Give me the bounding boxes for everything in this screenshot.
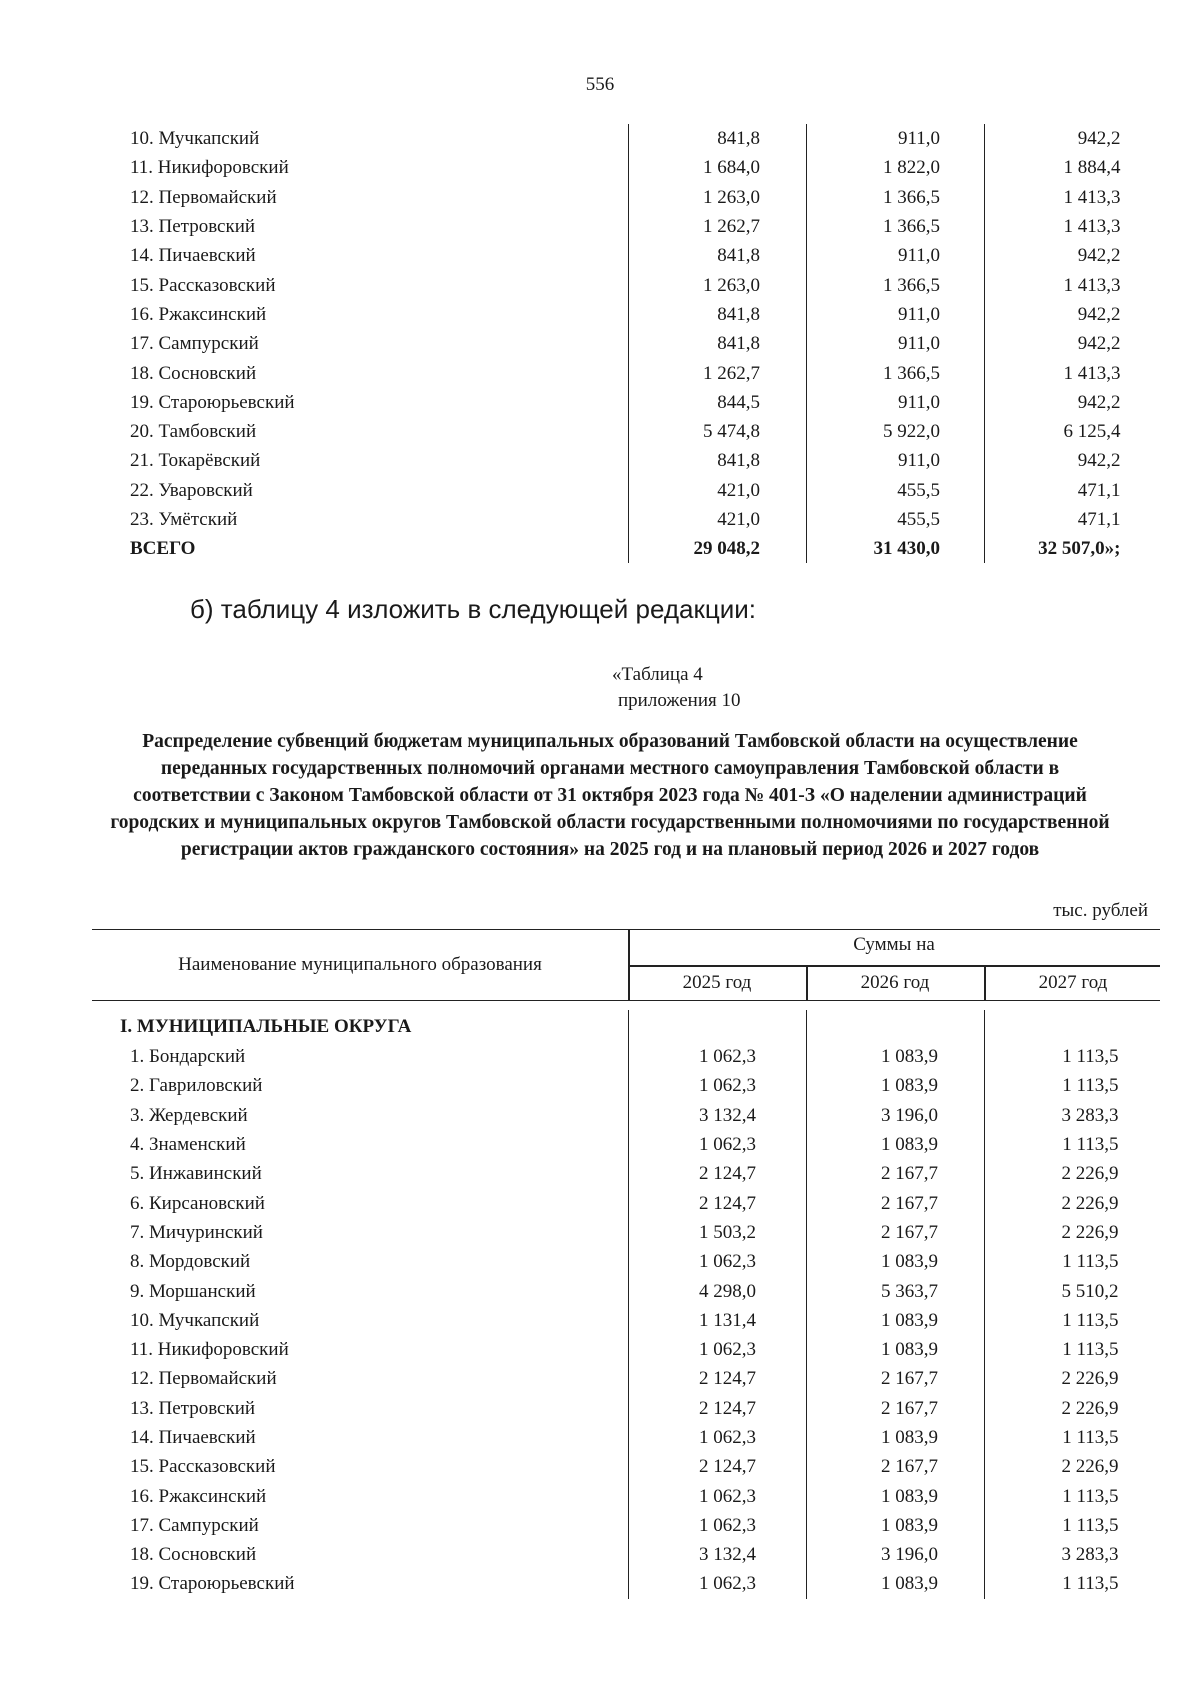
value-2027: 942,2 [985, 241, 1163, 270]
row-name: 6. Кирсановский [130, 1192, 265, 1214]
value-2025: 1 131,4 [629, 1306, 807, 1335]
value-2026: 1 083,9 [807, 1042, 985, 1071]
value-2025: 421,0 [629, 505, 807, 534]
table-row [92, 1188, 1163, 1217]
value-2025: 844,5 [629, 388, 807, 417]
value-2026: 1 083,9 [807, 1306, 985, 1335]
value-2026: 1 366,5 [807, 358, 985, 387]
value-2027: 942,2 [985, 300, 1163, 329]
row-name: 10. Мучкапский [130, 1309, 260, 1331]
value-2027: 471,1 [985, 476, 1163, 505]
table-row [92, 1042, 1163, 1071]
value-2027: 32 507,0»; [985, 534, 1163, 563]
row-name: 17. Сампурский [130, 333, 259, 355]
row-name: 11. Никифоровский [130, 1339, 289, 1361]
value-2027: 1 113,5 [985, 1247, 1163, 1276]
value-2026: 1 083,9 [807, 1569, 985, 1598]
value-2025: 1 062,3 [629, 1511, 807, 1540]
value-2027: 1 413,3 [985, 212, 1163, 241]
table-row [92, 1540, 1163, 1569]
document-title: Распределение субвенций бюджетам муниципальных образований Тамбовской области на осуществление переданных государственных полномочий органами местного самоуправления Тамбовской области в соответствии с Законом Тамбовской области от 31 октября 2023 года № 401-З «О наделении администраций городских и муниципальных округов Тамбовской области государственными полномочиями по государственной регистрации актов гражданского состояния» на 2025 год и на плановый период 2026 и 2027 годов [110, 731, 1110, 860]
row-name: 8. Мордовский [130, 1251, 251, 1273]
value-2027: 3 283,3 [985, 1540, 1163, 1569]
value-2025: 1 062,3 [629, 1335, 807, 1364]
value-2025: 2 124,7 [629, 1394, 807, 1423]
row-name: 18. Сосновский [130, 362, 257, 384]
table-row [92, 1101, 1163, 1130]
row-name: 4. Знаменский [130, 1134, 246, 1156]
value-2026: 2 167,7 [807, 1188, 985, 1217]
value-2025: 29 048,2 [629, 534, 807, 563]
row-name: 16. Ржаксинский [130, 1485, 267, 1507]
value-2027: 942,2 [985, 329, 1163, 358]
row-name: 22. Уваровский [130, 479, 253, 501]
value-2027: 942,2 [985, 388, 1163, 417]
table-caption-line2: приложения 10 [618, 690, 741, 711]
value-2025: 1 263,0 [629, 183, 807, 212]
header-2027: 2027 год [1038, 972, 1108, 993]
value-2025: 1 684,0 [629, 153, 807, 182]
value-2027: 942,2 [985, 124, 1163, 153]
value-2026: 911,0 [807, 388, 985, 417]
value-2025: 3 132,4 [629, 1101, 807, 1130]
table-row [92, 1071, 1163, 1100]
table-row [92, 1130, 1163, 1159]
row-name: 1. Бондарский [130, 1046, 246, 1068]
value-2027: 1 113,5 [985, 1423, 1163, 1452]
table-row [92, 476, 1163, 505]
value-2027: 1 884,4 [985, 153, 1163, 182]
table-caption-line1: «Таблица 4 [612, 664, 703, 685]
value-2027: 1 113,5 [985, 1042, 1163, 1071]
value-2025: 5 474,8 [629, 417, 807, 446]
value-2027: 471,1 [985, 505, 1163, 534]
row-name: 21. Токарёвский [130, 450, 261, 472]
row-name: 10. Мучкапский [130, 128, 260, 150]
value-2026: 911,0 [807, 300, 985, 329]
table-row [92, 1481, 1163, 1510]
value-2027: 1 413,3 [985, 358, 1163, 387]
row-name: 12. Первомайский [130, 186, 277, 208]
value-2026: 1 083,9 [807, 1423, 985, 1452]
value-2027: 942,2 [985, 446, 1163, 475]
value-2026: 1 083,9 [807, 1511, 985, 1540]
table-row [92, 1335, 1163, 1364]
row-name: 17. Сампурский [130, 1514, 259, 1536]
section-row [92, 1010, 1163, 1042]
value-2025: 1 062,3 [629, 1481, 807, 1510]
value-2027: 1 113,5 [985, 1071, 1163, 1100]
row-name: 13. Петровский [130, 216, 256, 238]
value-2026: 2 167,7 [807, 1159, 985, 1188]
table-row [92, 212, 1163, 241]
row-name: 5. Инжавинский [130, 1163, 262, 1185]
table-header [92, 929, 1160, 1001]
value-2026: 911,0 [807, 329, 985, 358]
value-2025: 841,8 [629, 329, 807, 358]
table-row [92, 417, 1163, 446]
total-row [92, 534, 1163, 563]
value-2026: 911,0 [807, 446, 985, 475]
row-name: 15. Рассказовский [130, 1456, 276, 1478]
value-2027: 1 413,3 [985, 270, 1163, 299]
value-2026: 1 083,9 [807, 1130, 985, 1159]
table-row [92, 1364, 1163, 1393]
value-2026: 31 430,0 [807, 534, 985, 563]
row-name: 3. Жердевский [130, 1104, 248, 1126]
table-row [92, 1218, 1163, 1247]
intro-text: б) таблицу 4 изложить в следующей редакции: [190, 594, 757, 624]
row-name: ВСЕГО [130, 538, 196, 560]
row-name: 13. Петровский [130, 1397, 256, 1419]
value-2027: 2 226,9 [985, 1159, 1163, 1188]
table-row [92, 1306, 1163, 1335]
value-2025: 1 503,2 [629, 1218, 807, 1247]
value-2025: 1 263,0 [629, 270, 807, 299]
value-2027: 2 226,9 [985, 1218, 1163, 1247]
value-2027: 1 113,5 [985, 1511, 1163, 1540]
value-2026: 3 196,0 [807, 1101, 985, 1130]
value-2026: 2 167,7 [807, 1218, 985, 1247]
row-name: 20. Тамбовский [130, 421, 257, 443]
value-2026: 1 083,9 [807, 1247, 985, 1276]
value-2025: 2 124,7 [629, 1452, 807, 1481]
value-2026: 911,0 [807, 241, 985, 270]
table-row [92, 270, 1163, 299]
value-2025: 841,8 [629, 446, 807, 475]
value-2025: 1 062,3 [629, 1569, 807, 1598]
table-row [92, 1276, 1163, 1305]
value-2025: 4 298,0 [629, 1276, 807, 1305]
value-2025: 841,8 [629, 241, 807, 270]
row-name: 12. Первомайский [130, 1368, 277, 1390]
value-2027: 2 226,9 [985, 1452, 1163, 1481]
table-caption [612, 662, 740, 714]
value-2026: 5 363,7 [807, 1276, 985, 1305]
value-2027: 1 113,5 [985, 1569, 1163, 1598]
value-2026: 1 366,5 [807, 270, 985, 299]
value-2026: 2 167,7 [807, 1364, 985, 1393]
value-2026: 1 822,0 [807, 153, 985, 182]
row-name: 18. Сосновский [130, 1544, 257, 1566]
table-row [92, 1423, 1163, 1452]
page-number: 556 [585, 74, 615, 95]
value-2026: 911,0 [807, 124, 985, 153]
table-row [92, 358, 1163, 387]
header-2026: 2026 год [860, 972, 930, 993]
value-2025: 1 062,3 [629, 1130, 807, 1159]
table-row [92, 124, 1163, 153]
row-name: 16. Ржаксинский [130, 303, 267, 325]
value-2027: 1 113,5 [985, 1481, 1163, 1510]
value-2026: 2 167,7 [807, 1452, 985, 1481]
value-2027: 2 226,9 [985, 1394, 1163, 1423]
row-name: 7. Мичуринский [130, 1221, 263, 1243]
value-2025: 2 124,7 [629, 1159, 807, 1188]
table-row [92, 1569, 1163, 1598]
row-name: 19. Староюрьевский [130, 391, 295, 413]
table-row [92, 1511, 1163, 1540]
value-2025: 1 262,7 [629, 358, 807, 387]
table-row [92, 1247, 1163, 1276]
value-2026: 1 366,5 [807, 212, 985, 241]
value-2025: 1 062,3 [629, 1247, 807, 1276]
value-2026: 5 922,0 [807, 417, 985, 446]
value-2027: 5 510,2 [985, 1276, 1163, 1305]
table-row [92, 183, 1163, 212]
value-2025: 841,8 [629, 300, 807, 329]
row-name: 11. Никифоровский [130, 157, 289, 179]
units-label: тыс. рублей [1053, 900, 1148, 921]
value-2025: 3 132,4 [629, 1540, 807, 1569]
value-2025: 1 062,3 [629, 1071, 807, 1100]
row-name: 23. Умётский [130, 509, 238, 530]
row-name: 14. Пичаевский [130, 1427, 256, 1448]
value-2027: 3 283,3 [985, 1101, 1163, 1130]
row-name: 9. Моршанский [130, 1280, 256, 1302]
row-name: 14. Пичаевский [130, 245, 256, 267]
header-2025: 2025 год [682, 972, 752, 993]
value-2025: 421,0 [629, 476, 807, 505]
value-2025: 1 062,3 [629, 1042, 807, 1071]
value-2026: 455,5 [807, 505, 985, 534]
row-name: 19. Староюрьевский [130, 1573, 295, 1595]
table-row [92, 446, 1163, 475]
row-name: 15. Рассказовский [130, 274, 276, 296]
table-row [92, 329, 1163, 358]
value-2026: 3 196,0 [807, 1540, 985, 1569]
value-2027: 1 113,5 [985, 1306, 1163, 1335]
value-2025: 2 124,7 [629, 1364, 807, 1393]
value-2027: 1 113,5 [985, 1130, 1163, 1159]
table-row [92, 300, 1163, 329]
table-row [92, 241, 1163, 270]
section-title: I. МУНИЦИПАЛЬНЫЕ ОКРУГА [120, 1015, 412, 1037]
main-table [92, 1010, 1163, 1599]
value-2027: 1 113,5 [985, 1335, 1163, 1364]
value-2025: 1 062,3 [629, 1423, 807, 1452]
header-sums: Суммы на [853, 934, 935, 955]
value-2025: 1 262,7 [629, 212, 807, 241]
table-row [92, 1452, 1163, 1481]
value-2026: 2 167,7 [807, 1394, 985, 1423]
table-row [92, 1159, 1163, 1188]
table-row [92, 505, 1163, 534]
value-2027: 2 226,9 [985, 1188, 1163, 1217]
header-name-column: Наименование муниципального образования [178, 954, 542, 975]
table-row [92, 1394, 1163, 1423]
top-table [92, 124, 1163, 563]
value-2026: 1 366,5 [807, 183, 985, 212]
row-name: 2. Гавриловский [130, 1075, 263, 1097]
table-row [92, 388, 1163, 417]
value-2027: 6 125,4 [985, 417, 1163, 446]
value-2026: 1 083,9 [807, 1071, 985, 1100]
value-2027: 2 226,9 [985, 1364, 1163, 1393]
value-2026: 455,5 [807, 476, 985, 505]
value-2026: 1 083,9 [807, 1335, 985, 1364]
value-2025: 2 124,7 [629, 1188, 807, 1217]
value-2025: 841,8 [629, 124, 807, 153]
value-2027: 1 413,3 [985, 183, 1163, 212]
value-2026: 1 083,9 [807, 1481, 985, 1510]
table-row [92, 153, 1163, 182]
